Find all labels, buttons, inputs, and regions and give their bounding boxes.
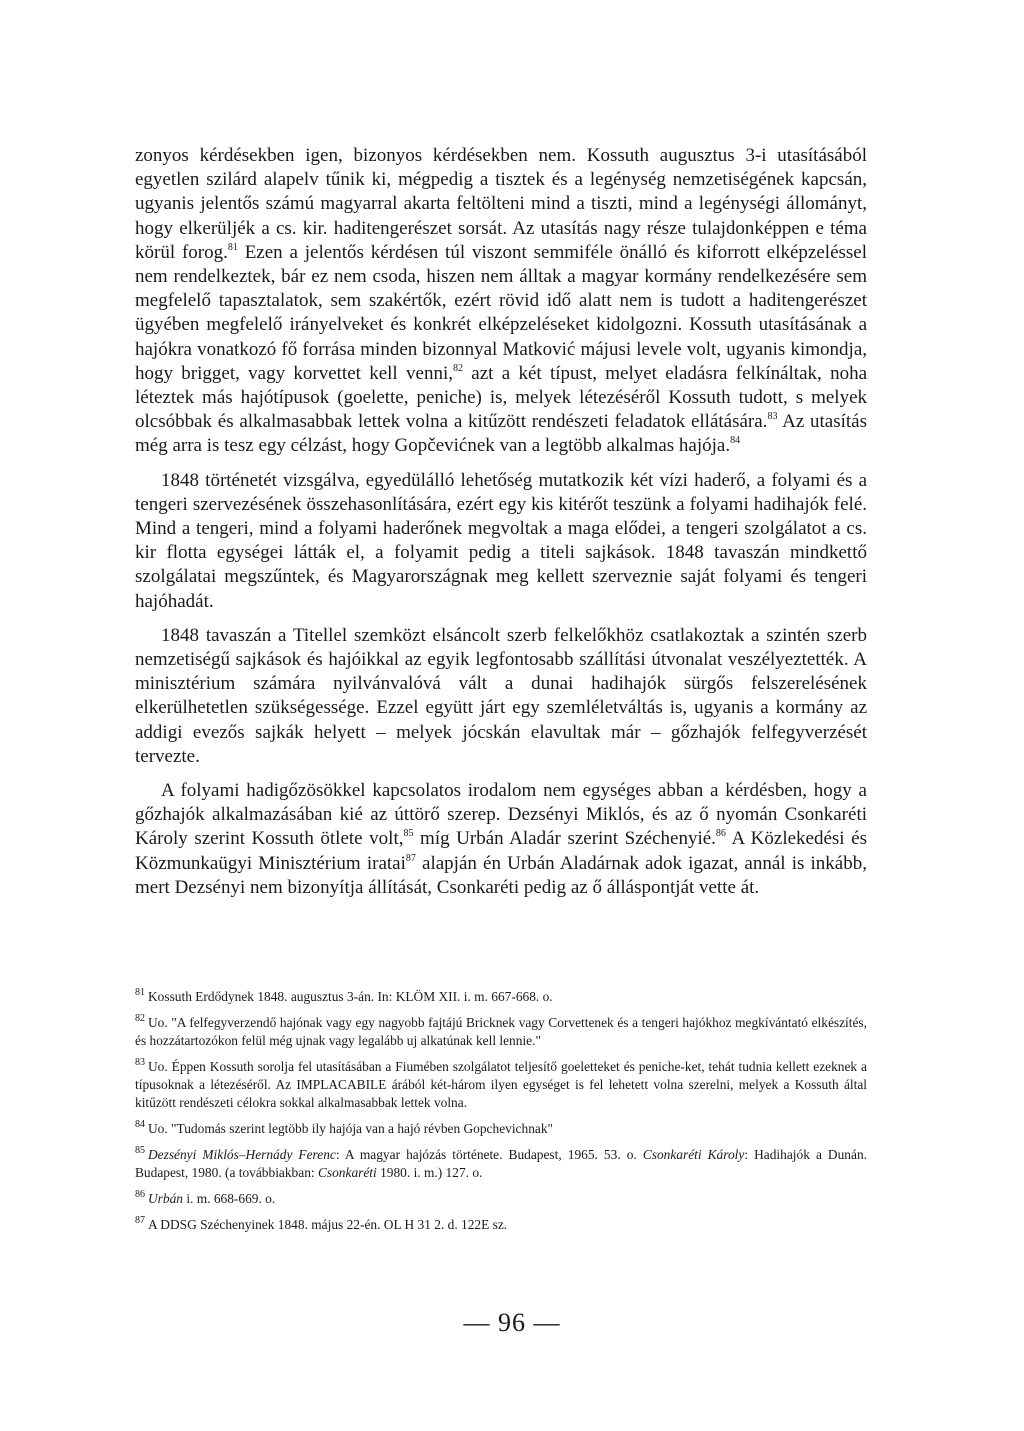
text-run: : Hadihajók a Dunán. Budapest, 1980. (a továbbiakban: [135,1147,867,1180]
text-run: Uo. "Tudomás szerint legtöbb ily hajója van a hajó révben Gopchevichnak" [148,1121,553,1136]
body-paragraph [135,144,867,459]
footnote-number: 86 [135,1189,145,1200]
text-run: 1848 tavaszán a Titellel szemközt elsáncolt szerb felkelőkhöz csatlakoztak a szintén szerb nemzetiségű sajkások és hajóikkal az egyik legfontosabb szállítási útvonalat veszélyeztették. A minisztérium számára nyilvánvalóvá vált a dunai hadihajók sürgős felszerelésének elkerülhetetlen szükségessége. Ezzel együtt járt egy szemléletváltás is, ugyanis a kormány az addigi evezős sajkák helyett – melyek jócskán elavultak már – gőzhajók felfegyverzését tervezte. [135,624,867,767]
footnote [135,1190,867,1208]
footnote-number: 83 [135,1057,145,1068]
text-run: Az utasítás még arra is tesz egy célzást, hogy Gopčevićnek van a legtöbb alkalmas hajója. [135,411,868,457]
italic-text: Csonkaréti [317,1165,377,1180]
footnote-number: 84 [135,1119,145,1130]
body-paragraph [135,779,867,900]
text-run: A DDSG Széchenyinek 1848. május 22-én. OL H 31 2. d. 122E sz. [148,1217,508,1232]
text-run: A Közlekedési és Közmunkaügyi Minisztérium iratai [135,828,867,874]
body-paragraph [135,469,867,614]
footnote [135,1216,867,1234]
text-run: i. m. 668-669. o. [182,1191,276,1206]
text-run: zonyos kérdésekben igen, bizonyos kérdésekben nem. Kossuth augusztus 3-i utasításából egyetlen szilárd alapelv tűnik ki, mégpedig a tisztek és a legénység nemzetiségének kapcsán, ugyanis jelentős számú magyarral akarta feltölteni mind a tiszti, mind a legénységi állományt, hogy elkerüljék a cs. kir. haditengerészet sorsát. Az utasítás nagy része tulajdonképpen e téma körül forog. [135,145,867,263]
footnote-ref: 84 [730,435,741,447]
footnote [135,1014,867,1050]
footnote-ref: 83 [767,411,778,423]
text-run: : A magyar hajózás története. Budapest, 1965. 53. o. [335,1147,643,1162]
body-text [135,144,867,900]
italic-text: Dezsényi Miklós–Hernády Ferenc [148,1147,336,1162]
footnotes [135,988,867,1242]
footnote-number: 81 [135,987,145,998]
footnote-ref: 86 [715,828,726,840]
text-run: Uo. "A felfegyverzendő hajónak vagy egy nagyobb fajtájú Bricknek vagy Corvettenek és a tengeri hajókhoz megkívántató elkészítés, és hozzátartozókon felül még ujnak vagy legalább uj alkatúnak kell lennie." [135,1015,867,1048]
footnote [135,1146,867,1182]
footnote-ref: 85 [403,828,414,840]
text-run: míg Urbán Aladár szerint Széchenyié. [413,828,716,850]
text-run: Uo. Éppen Kossuth sorolja fel utasításában a Fiumében szolgálatot teljesítő goeletteket és peniche-ket, tehát tudnia kellett ezeknek a típusoknak a létezéséről. Az IMPLACABILE árából két-három ilyen egységet is fel lehetett volna szerelni, melyek a Kossuth által kitűzött rendészeti célokra sokkal alkalmasabbak lettek volna. [135,1059,867,1110]
footnote-ref: 81 [227,241,238,253]
footnote [135,988,867,1006]
italic-text: Urbán [148,1191,183,1206]
body-paragraph [135,624,867,769]
italic-text: Csonkaréti Károly [642,1147,745,1162]
text-run: Kossuth Erdődynek 1848. augusztus 3-án. In: KLÖM XII. i. m. 667-668. o. [148,989,553,1004]
text-run: A folyami hadigőzösökkel kapcsolatos irodalom nem egységes abban a kérdésben, hogy a gőzhajók alkalmazásában kié az úttörő szerep. Dezsényi Miklós, és az ő nyomán Csonkaréti Károly szerint Kossuth ötlete volt, [135,780,867,850]
page-number: — 96 — [463,1308,561,1337]
text-run: 1980. i. m.) 127. o. [376,1165,483,1180]
text-run: alapján én Urbán Aladárnak adok igazat, annál is inkább, mert Dezsényi nem bizonyítja állítását, Csonkaréti pedig az ő álláspontját vette át. [135,852,867,898]
footnote-number: 85 [135,1145,145,1156]
footnote-number: 87 [135,1215,145,1226]
footnote [135,1120,867,1138]
text-run: 1848 történetét vizsgálva, egyedülálló lehetőség mutatkozik két vízi haderő, a folyami és a tengeri szervezésének összehasonlítására, ezért egy kis kitérőt teszünk a folyami hadihajók felé. Mind a tengeri, mind a folyami haderőnek megvoltak a maga elődei, a tengeri szolgálatot a cs. kir flotta egységei látták el, a folyamit pedig a titeli sajkások. 1848 tavaszán mindkettő szolgálatai megszűntek, és Magyarországnak meg kellett szerveznie saját folyami és tengeri hajóhadát. [135,469,867,612]
footnote [135,1058,867,1112]
text-run: azt a két típust, melyet eladásra felkínáltak, noha léteztek más hajótípusok (goelette, peniche) is, melyek létezéséről Kossuth tudott, s melyek olcsóbbak és alkalmasabbak lettek volna a kitűzött rendészeti feladatok ellátására. [135,362,867,433]
footnote-number: 82 [135,1013,145,1024]
text-run: Ezen a jelentős kérdésen túl viszont semmiféle önálló és kiforrott elképzeléssel nem rendelkeztek, bár ez nem csoda, hiszen nem álltak a magyar kormány rendelkezésére sem megfelelő tapasztalatok, sem szakértők, ezért rövid idő alatt nem is tudott a haditengerészet ügyében megfelelő irányelveket és konkrét elképzeléseket kidolgozni. Kossuth utasításának a hajókra vonatkozó fő forrása minden bizonnyal Matković májusi levele volt, ugyanis kimondja, hogy brigget, vagy korvettet kell venni, [135,241,867,384]
footnote-ref: 87 [405,852,416,864]
footnote-ref: 82 [452,362,463,374]
